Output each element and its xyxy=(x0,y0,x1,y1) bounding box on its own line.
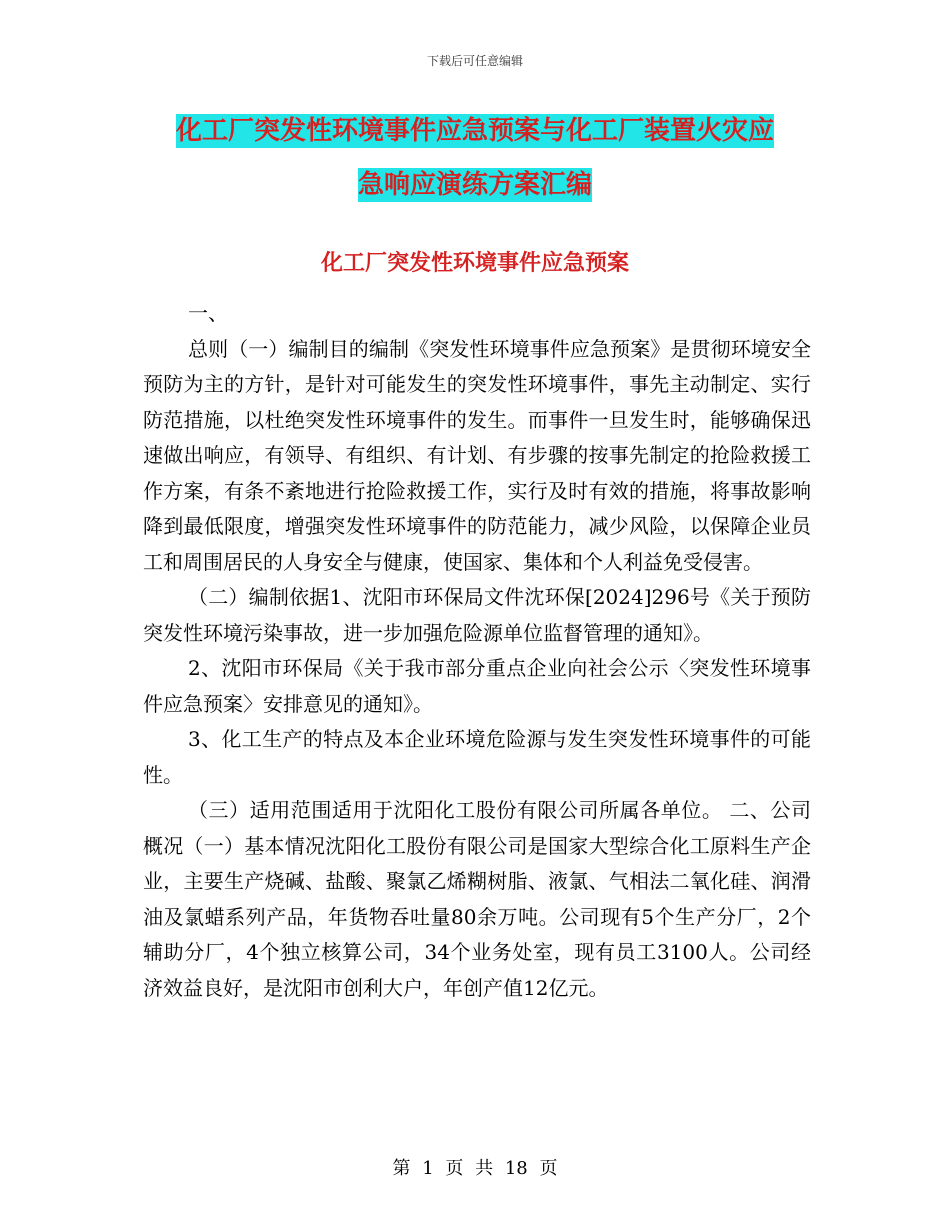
paragraph-3: （二）编制依据1、沈阳市环保局文件沈环保[2024]296号《关于预防突发性环境污染事故，进一步加强危险源单位监督管理的通知》。 xyxy=(143,585,811,645)
document-title-line-2: 急响应演练方案汇编 xyxy=(357,170,592,200)
document-title-line-1: 化工厂突发性环境事件应急预案与化工厂装置火灾应 xyxy=(175,116,774,146)
paragraph-5: 3、化工生产的特点及本企业环境危险源与发生突发性环境事件的可能性。 xyxy=(143,727,811,787)
document-title xyxy=(110,104,840,212)
paragraph-4: 2、沈阳市环保局《关于我市部分重点企业向社会公示〈突发性环境事件应急预案〉安排意见的通知》。 xyxy=(143,656,811,716)
page-footer: 第 1 页 共 18 页 xyxy=(392,1158,558,1179)
paragraph-1: 一、 xyxy=(188,301,228,325)
document-body xyxy=(143,296,811,1006)
header-note: 下载后可任意编辑 xyxy=(426,54,523,68)
paragraph-2: 总则（一）编制目的编制《突发性环境事件应急预案》是贯彻环境安全预防为主的方针，是针对可能发生的突发性环境事件，事先主动制定、实行防范措施，以杜绝突发性环境事件的发生。而事件一旦发生时，能够确保迅速做出响应，有领导、有组织、有计划、有步骤的按事先制定的抢险救援工作方案，有条不紊地进行抢险救援工作，实行及时有效的措施，将事故影响降到最低限度，增强突发性环境事件的防范能力，减少风险，以保障企业员工和周围居民的人身安全与健康，使国家、集体和个人利益免受侵害。 xyxy=(143,336,811,574)
section-title: 化工厂突发性环境事件应急预案 xyxy=(320,251,629,276)
paragraph-6: （三）适用范围适用于沈阳化工股份有限公司所属各单位。 二、公司概况（一）基本情况沈阳化工股份有限公司是国家大型综合化工原料生产企业，主要生产烧碱、盐酸、聚氯乙烯糊树脂、液氯、气相法二氧化硅、润滑油及氯蜡系列产品，年货物吞吐量80余万吨。公司现有5个生产分厂，2个辅助分厂，4个独立核算公司，34个业务处室，现有员工3100人。公司经济效益良好，是沈阳市创利大户，年创产值12亿元。 xyxy=(143,798,811,1000)
